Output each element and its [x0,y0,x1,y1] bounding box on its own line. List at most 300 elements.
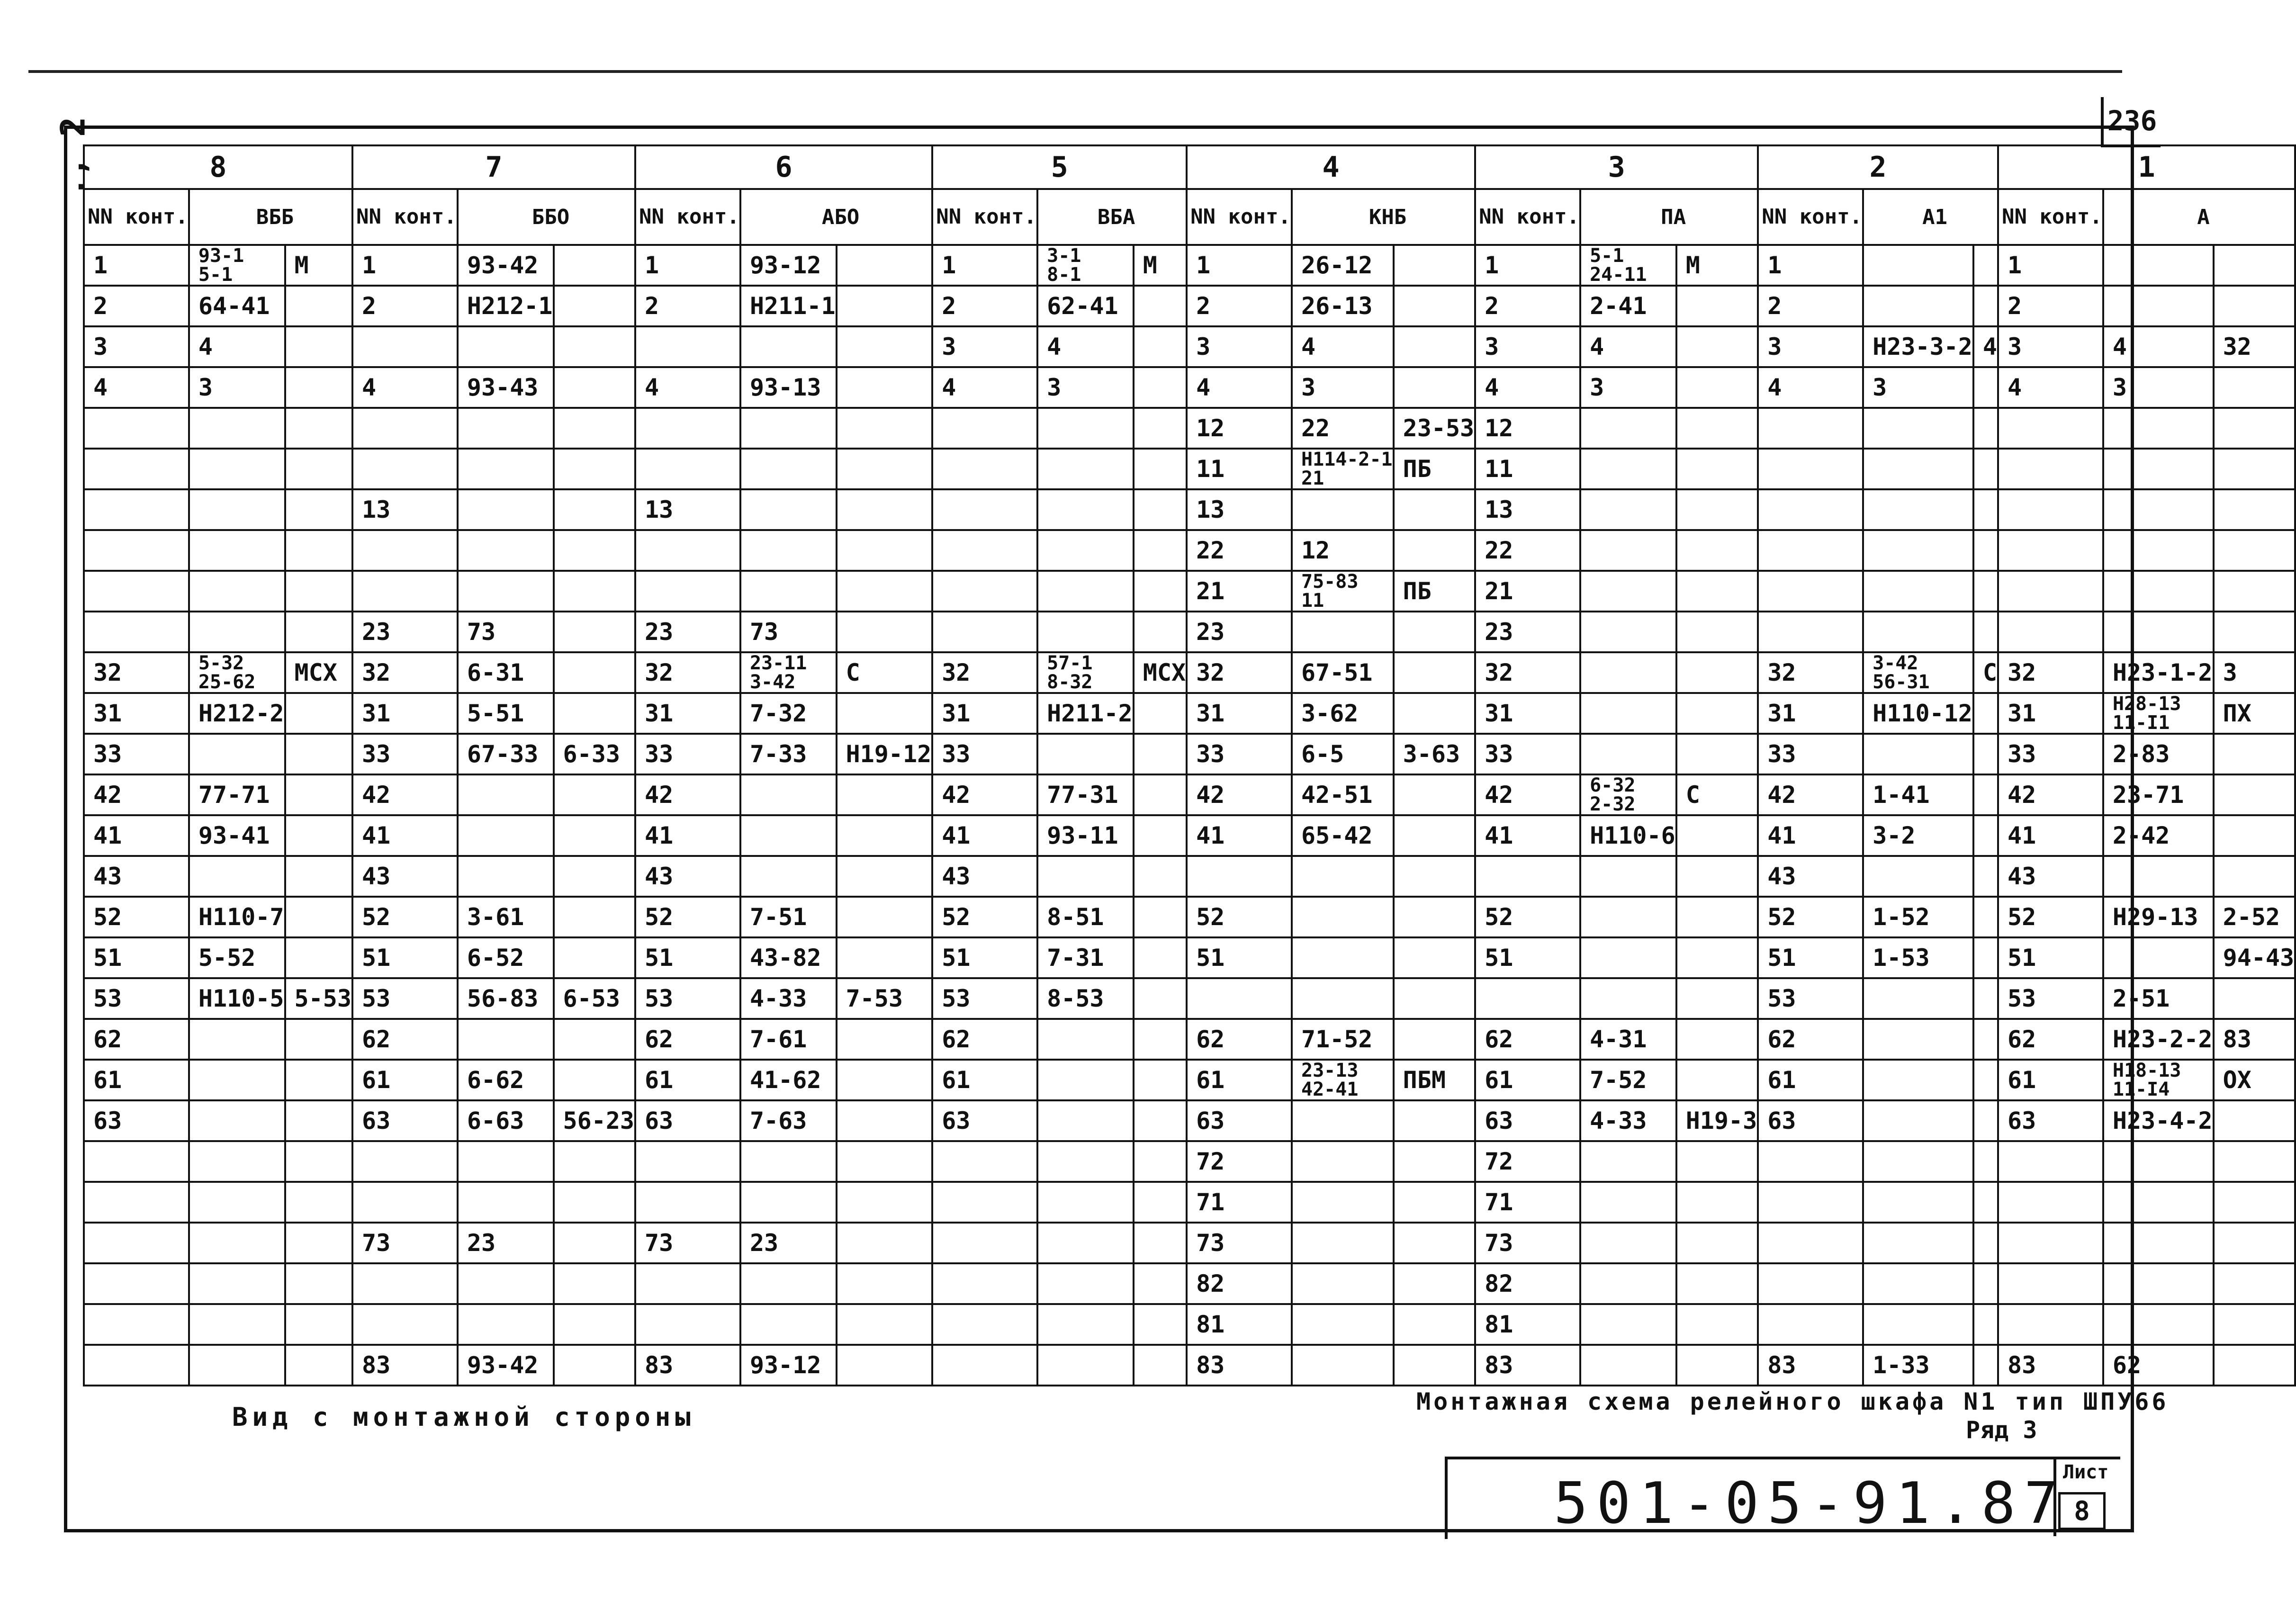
wire-address-cell [1863,1100,1973,1141]
mark-cell [285,1182,352,1223]
mark-cell [837,856,933,897]
mark-cell [1676,1060,1758,1100]
contact-number-cell: 4 [1187,367,1292,408]
mark-cell [1973,1182,1998,1223]
device-name-header: А1 [1863,189,1998,245]
mark-cell [1394,245,1476,286]
contact-number-cell: 13 [1475,489,1580,530]
mark-cell [554,693,636,734]
wire-address-cell [1863,652,1973,693]
wire-address-cell: 73 [458,612,554,652]
table-row [84,1141,2295,1182]
mark-cell [2214,245,2296,286]
mark-cell [837,1141,933,1182]
mark-cell: 5-53 [285,978,352,1019]
mark-cell [285,367,352,408]
wire-address-cell: 3 [2103,367,2214,408]
contact-number-cell: 32 [932,652,1037,693]
contact-number-cell: 43 [352,856,458,897]
device-name-header: ПА [1580,189,1758,245]
mark-cell [837,937,933,978]
mark-cell [285,612,352,652]
contact-number-cell: 1 [1475,245,1580,286]
wire-address-cell [740,1182,837,1223]
wire-address-cell: 5-51 [458,693,554,734]
wire-address-cell [2103,245,2214,286]
wire-address-cell [740,530,837,571]
contact-number-cell [84,1223,189,1263]
fraction-address: 23-11 3-42 [749,652,807,693]
wire-address-cell: 4 [1292,326,1394,367]
contact-number-cell [1758,408,1863,449]
contact-number-cell: 4 [1998,367,2103,408]
contact-number-cell: 1 [932,245,1037,286]
contact-number-cell: 62 [1998,1019,2103,1060]
mark-cell [554,1019,636,1060]
wire-address-cell: 3 [189,367,285,408]
contact-number-cell: 2 [84,286,189,326]
wire-address-cell: 1-33 [1863,1345,1973,1386]
drawing-title: Монтажная схема релейного шкафа N1 тип ШПУ66 [1416,1388,2169,1415]
wire-address-cell: 93-12 [740,1345,837,1386]
contact-number-cell: 23 [1187,612,1292,652]
mark-cell [554,1345,636,1386]
mark-cell [1973,856,1998,897]
wire-address-cell: 1-41 [1863,774,1973,815]
contact-number-cell: 52 [635,897,740,937]
contact-number-cell: 4 [1758,367,1863,408]
contact-number-cell: 51 [352,937,458,978]
wire-address-cell: 4-33 [740,978,837,1019]
contact-number-cell [1998,489,2103,530]
section-number: 8 [84,145,352,189]
wire-address-cell [1037,1141,1134,1182]
mark-cell [1676,734,1758,774]
mark-cell [1134,774,1187,815]
wire-address-cell [2103,489,2214,530]
contact-number-cell: 63 [1758,1100,1863,1141]
contact-number-cell: 61 [84,1060,189,1100]
mark-cell [1973,978,1998,1019]
contact-number-cell: 41 [635,815,740,856]
wire-address-cell: 7-61 [740,1019,837,1060]
contact-number-cell: 2 [1187,286,1292,326]
wire-address-cell [1580,449,1676,489]
wire-address-cell: 42-51 [1292,774,1394,815]
mark-cell [1973,1223,1998,1263]
mark-cell [1973,1100,1998,1141]
mark-cell [1134,408,1187,449]
device-name-header: КНБ [1292,189,1475,245]
contact-number-cell: 61 [1187,1060,1292,1100]
wire-address-cell: 3-61 [458,897,554,937]
wire-address-cell [1580,1141,1676,1182]
contact-number-cell [84,1263,189,1304]
contact-number-cell: 52 [84,897,189,937]
wire-address-cell [189,530,285,571]
mark-cell [1676,1345,1758,1386]
contact-number-cell [1758,1263,1863,1304]
contact-number-cell: 83 [1187,1345,1292,1386]
mark-cell: 3 [2214,652,2296,693]
wire-address-cell [1580,1223,1676,1263]
mark-cell [2214,815,2296,856]
table-row [84,1182,2295,1223]
table-row [84,1304,2295,1345]
contact-number-cell: 42 [1758,774,1863,815]
wire-address-cell [458,774,554,815]
wire-address-cell [1863,1141,1973,1182]
contact-number-cell: 21 [1187,571,1292,612]
wire-address-cell [1292,489,1394,530]
contact-number-cell: 33 [84,734,189,774]
wire-address-cell: 77-71 [189,774,285,815]
wire-address-cell [1863,612,1973,652]
wire-address-cell [189,856,285,897]
wire-address-cell [1292,1060,1394,1100]
mark-cell [837,1100,933,1141]
wire-address-cell: Н211-2 [1037,693,1134,734]
mark-cell: 3-63 [1394,734,1476,774]
mark-cell [1676,1182,1758,1223]
mark-cell [1134,326,1187,367]
contact-number-cell [635,571,740,612]
wire-address-cell [1580,774,1676,815]
wire-address-cell [2103,1182,2214,1223]
wire-address-cell [458,449,554,489]
mark-cell [1676,652,1758,693]
mark-cell [1676,326,1758,367]
wire-address-cell [1863,449,1973,489]
contact-number-cell [84,1182,189,1223]
contact-number-cell: 83 [352,1345,458,1386]
contact-number-cell: 32 [635,652,740,693]
mark-cell [837,815,933,856]
wire-address-cell [1037,612,1134,652]
mark-cell [837,1263,933,1304]
wire-address-cell: Н110-12 [1863,693,1973,734]
mark-cell [1394,1100,1476,1141]
mark-cell [1676,367,1758,408]
mark-cell [1973,367,1998,408]
contact-number-cell: 42 [1187,774,1292,815]
contact-number-cell: 32 [1187,652,1292,693]
contact-number-cell: 52 [1475,897,1580,937]
contact-number-cell: 41 [1187,815,1292,856]
wire-address-cell [458,530,554,571]
wire-address-cell: Н212-2 [189,693,285,734]
mark-cell: М [1134,245,1187,286]
wire-address-cell: 3 [1292,367,1394,408]
mark-cell [837,449,933,489]
wire-address-cell: 6-5 [1292,734,1394,774]
mark-cell [285,815,352,856]
contact-number-cell: 63 [1475,1100,1580,1141]
mark-cell [1134,1223,1187,1263]
wire-address-cell [458,1304,554,1345]
wire-address-cell: 4-31 [1580,1019,1676,1060]
wire-address-cell: 6-52 [458,937,554,978]
table-row [84,367,2295,408]
contact-number-cell: 31 [1758,693,1863,734]
section-number: 6 [635,145,932,189]
mark-cell [285,1100,352,1141]
contact-number-cell: 4 [932,367,1037,408]
mark-cell [554,652,636,693]
mark-cell [554,1182,636,1223]
wire-address-cell [1580,1345,1676,1386]
mark-cell [837,612,933,652]
mark-cell: ПБ [1394,449,1476,489]
contact-number-cell [635,1182,740,1223]
contact-number-cell [352,449,458,489]
contact-number-cell: 1 [1187,245,1292,286]
mark-cell: 7-53 [837,978,933,1019]
wire-address-cell [740,1263,837,1304]
mark-cell [1134,1182,1187,1223]
row-label: Ряд 3 [1966,1416,2037,1444]
contact-number-cell: 23 [635,612,740,652]
mark-cell [1134,286,1187,326]
mark-cell: 23-53 [1394,408,1476,449]
table-row [84,326,2295,367]
contact-number-cell [84,408,189,449]
contact-number-cell [352,1141,458,1182]
wire-address-cell [1580,693,1676,734]
contact-number-cell [352,1182,458,1223]
mark-cell [2214,489,2296,530]
contact-number-cell: 42 [635,774,740,815]
mark-cell: ПБ [1394,571,1476,612]
contact-number-cell: 61 [635,1060,740,1100]
wire-address-cell: Н29-13 [2103,897,2214,937]
contact-number-cell: 82 [1475,1263,1580,1304]
table-row [84,774,2295,815]
wire-address-cell [1863,978,1973,1019]
mark-cell [1134,897,1187,937]
contact-number-cell: 3 [1998,326,2103,367]
wire-address-cell [1037,1263,1134,1304]
mark-cell [1394,489,1476,530]
contact-number-cell [932,1345,1037,1386]
wire-address-cell [1863,856,1973,897]
wire-address-cell: 62-41 [1037,286,1134,326]
contact-number-cell: 13 [1187,489,1292,530]
mark-cell [1394,937,1476,978]
wire-address-cell: 7-32 [740,693,837,734]
fraction-address: 23-13 42-41 [1301,1060,1359,1100]
wire-address-cell [1580,1263,1676,1304]
fraction-address: Н28-13 11-I1 [2112,693,2181,734]
mark-cell [1394,1345,1476,1386]
wire-address-cell [1037,245,1134,286]
wire-address-cell: 8-53 [1037,978,1134,1019]
wire-address-cell [1037,652,1134,693]
wire-address-cell [2103,530,2214,571]
contact-number-cell [1758,1223,1863,1263]
mark-cell [285,1345,352,1386]
mark-cell [1394,897,1476,937]
contact-number-cell: 33 [352,734,458,774]
contact-number-cell: 51 [932,937,1037,978]
mark-cell [554,408,636,449]
fraction-address: 3-42 56-31 [1873,652,1930,693]
fraction-address: 5-1 24-11 [1590,245,1647,286]
contact-number-cell: 33 [1475,734,1580,774]
contact-number-cell: 53 [352,978,458,1019]
mark-cell [837,1019,933,1060]
wire-address-cell: 4 [1580,326,1676,367]
wire-address-cell [189,449,285,489]
contact-number-cell [1187,978,1292,1019]
contact-number-header: NN конт. [635,189,740,245]
wire-address-cell: Н23-3-2 [1863,326,1973,367]
contact-number-cell: 52 [352,897,458,937]
device-name-header: ВББ [189,189,352,245]
contact-number-cell: 42 [84,774,189,815]
table-row [84,408,2295,449]
wire-address-cell [1580,897,1676,937]
wire-address-cell: 7-31 [1037,937,1134,978]
contact-number-cell [84,489,189,530]
wire-address-cell [1037,408,1134,449]
wire-address-cell: Н212-1 [458,286,554,326]
section-number: 4 [1187,145,1475,189]
mark-cell [1676,897,1758,937]
mark-cell [1973,1060,1998,1100]
mark-cell [1134,937,1187,978]
contact-number-cell [1998,571,2103,612]
wire-address-cell [1292,856,1394,897]
mark-cell [2214,734,2296,774]
wire-address-cell [458,489,554,530]
wire-address-cell [189,1182,285,1223]
wire-address-cell [740,326,837,367]
table-row [84,449,2295,489]
table-row [84,897,2295,937]
wire-address-cell [1580,1182,1676,1223]
contact-number-cell [932,1304,1037,1345]
mark-cell [1676,530,1758,571]
mark-cell [1134,530,1187,571]
wire-address-cell [1292,978,1394,1019]
mark-cell [1676,693,1758,734]
wire-address-cell: 93-42 [458,245,554,286]
wire-address-cell: 12 [1292,530,1394,571]
mark-cell [1973,774,1998,815]
mark-cell [1676,449,1758,489]
mark-cell [554,774,636,815]
contact-number-cell: 53 [84,978,189,1019]
contact-number-cell: 31 [932,693,1037,734]
contact-number-cell: 43 [1758,856,1863,897]
contact-number-cell [352,1304,458,1345]
mark-cell [1134,1019,1187,1060]
contact-number-cell: 3 [1758,326,1863,367]
mark-cell [1676,1263,1758,1304]
mark-cell [1134,1100,1187,1141]
wire-address-cell [1037,1182,1134,1223]
contact-number-cell [352,530,458,571]
wire-address-cell [1292,1304,1394,1345]
mark-cell: С [837,652,933,693]
table-row [84,978,2295,1019]
contact-number-cell: 53 [1758,978,1863,1019]
mark-cell [2214,571,2296,612]
contact-number-cell [1998,449,2103,489]
wire-address-cell [189,734,285,774]
section-number: 5 [932,145,1187,189]
contact-number-cell: 13 [635,489,740,530]
mark-cell [837,489,933,530]
wire-address-cell [189,1019,285,1060]
contact-number-cell: 3 [1187,326,1292,367]
table-row [84,286,2295,326]
mark-cell [2214,856,2296,897]
mark-cell [554,367,636,408]
table-row [84,571,2295,612]
mark-cell [554,1304,636,1345]
mark-cell [1973,612,1998,652]
wire-address-cell: 6-31 [458,652,554,693]
fraction-address: Н114-2-1 21 [1301,449,1393,489]
mark-cell [1973,1345,1998,1386]
contact-number-cell: 41 [352,815,458,856]
contact-number-cell [932,1223,1037,1263]
contact-number-cell: 81 [1475,1304,1580,1345]
wire-address-cell [189,1263,285,1304]
wire-address-cell [1863,530,1973,571]
contact-number-cell [635,1304,740,1345]
contact-number-cell: 31 [1998,693,2103,734]
wire-address-cell [740,408,837,449]
wire-address-cell [1863,245,1973,286]
contact-number-cell [932,408,1037,449]
contact-number-cell: 3 [1475,326,1580,367]
wire-address-cell: 4 [2103,326,2214,367]
wire-address-cell [189,652,285,693]
mark-cell [837,408,933,449]
wire-address-cell [1037,571,1134,612]
wire-address-cell [1292,1100,1394,1141]
mark-cell [1394,652,1476,693]
contact-number-cell: 62 [1475,1019,1580,1060]
contact-number-cell [635,1263,740,1304]
contact-number-cell [635,449,740,489]
wire-address-cell [1292,1223,1394,1263]
mark-cell: ОХ [2214,1060,2296,1100]
mark-cell [285,489,352,530]
contact-number-cell: 63 [635,1100,740,1141]
wire-address-cell: 93-11 [1037,815,1134,856]
mark-cell [1973,571,1998,612]
wire-address-cell [189,489,285,530]
mark-cell: 83 [2214,1019,2296,1060]
wiring-table [83,144,2296,1386]
wire-address-cell [1863,489,1973,530]
wire-address-cell [1580,1304,1676,1345]
mark-cell: М [285,245,352,286]
wire-address-cell [1292,937,1394,978]
mark-cell [837,1304,933,1345]
mark-cell [837,1223,933,1263]
fraction-address: 5-32 25-62 [198,652,256,693]
contact-number-cell: 51 [635,937,740,978]
mark-cell [1134,489,1187,530]
mark-cell [2214,530,2296,571]
wire-address-cell: 4-33 [1580,1100,1676,1141]
contact-number-cell [932,612,1037,652]
